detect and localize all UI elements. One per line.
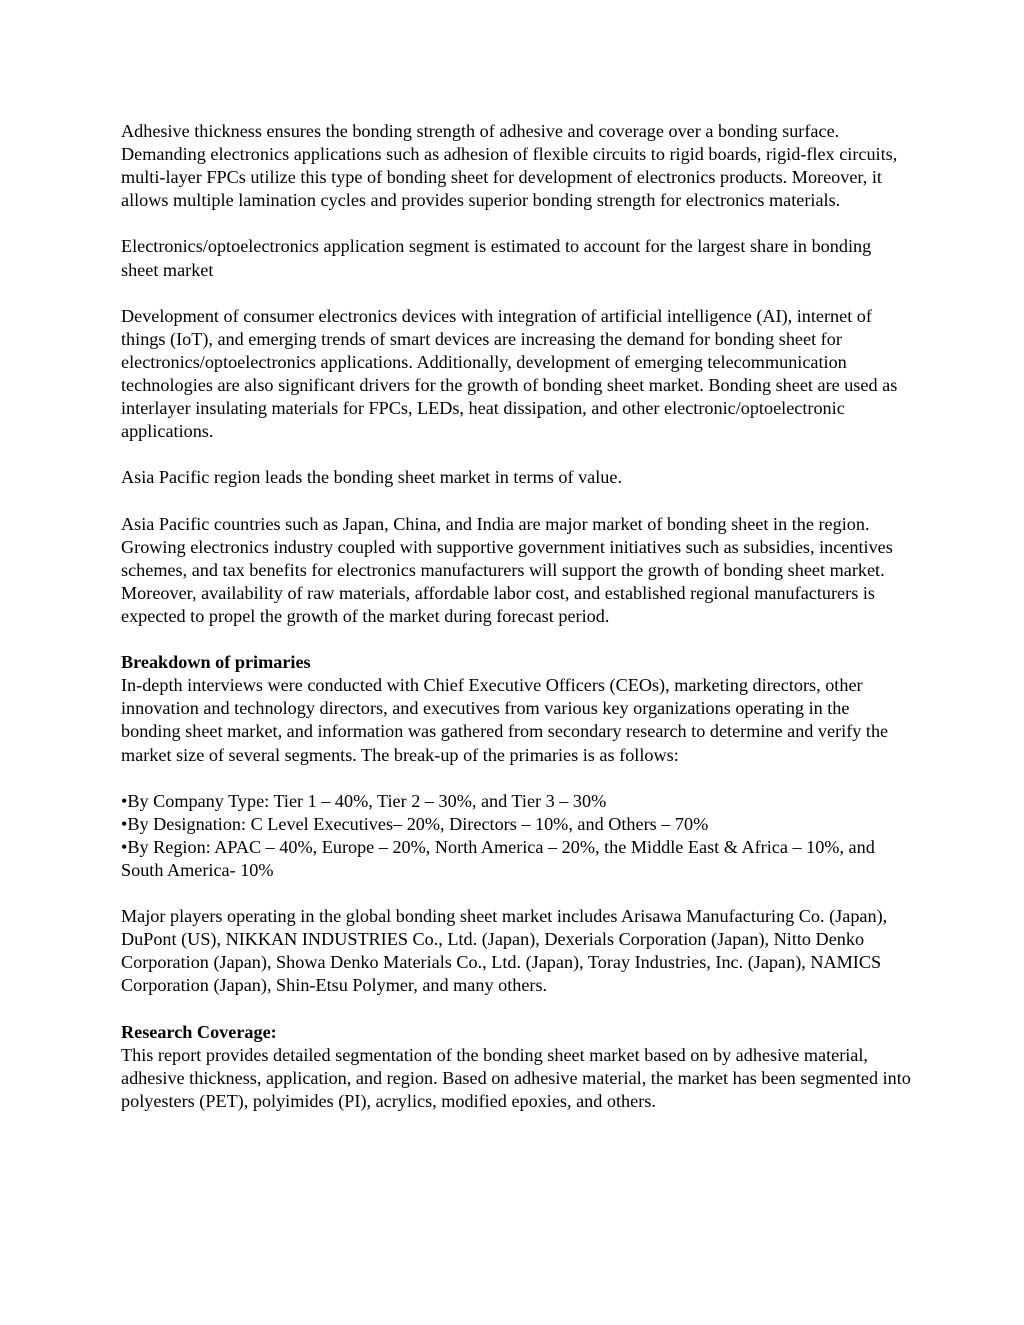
primaries-bullet-list xyxy=(121,790,911,882)
bullet-region: •By Region: APAC – 40%, Europe – 20%, North America – 20%, the Middle East & Africa – 10%, and South America- 10% xyxy=(121,836,875,880)
paragraph-research-coverage: This report provides detailed segmentation of the bonding sheet market based on by adhesive material, adhesive thickness, application, and region. Based on adhesive material, the market has been segmented into polyesters (PET), polyimides (PI), acrylics, modified epoxies, and others. xyxy=(121,1044,911,1111)
paragraph-major-players: Major players operating in the global bonding sheet market includes Arisawa Manufacturing Co. (Japan), DuPont (US), NIKKAN INDUSTRIES Co., Ltd. (Japan), Dexerials Corporation (Japan), Nitto Denko Corporation (Japan), Showa Denko Materials Co., Ltd. (Japan), Toray Industries, Inc. (Japan), NAMICS Corporation (Japan), Shin-Etsu Polymer, and many others. xyxy=(121,906,888,996)
document-page xyxy=(121,120,911,1113)
paragraph-electronics-segment: Electronics/optoelectronics application segment is estimated to account for the largest share in bonding sheet market xyxy=(121,236,872,280)
heading-breakdown-of-primaries: Breakdown of primaries xyxy=(121,652,311,673)
paragraph-asia-pacific-leads: Asia Pacific region leads the bonding sheet market in terms of value. xyxy=(121,467,623,488)
paragraph-adhesive-thickness: Adhesive thickness ensures the bonding strength of adhesive and coverage over a bonding surface. Demanding electronics applications such as adhesion of flexible circuits to rigid boards, rigid-flex circuits, multi-layer FPCs utilize this type of bonding sheet for development of electronics products. Moreover, it allows multiple lamination cycles and provides superior bonding strength for electronics materials. xyxy=(121,121,898,211)
heading-research-coverage: Research Coverage: xyxy=(121,1021,277,1042)
paragraph-asia-pacific-countries: Asia Pacific countries such as Japan, China, and India are major market of bonding sheet in the region. Growing electronics industry coupled with supportive government initiatives such as subsidies, incentives schemes, and tax benefits for electronics manufacturers will support the growth of bonding sheet market. Moreover, availability of raw materials, affordable labor cost, and established regional manufacturers is expected to propel the growth of the market during forecast period. xyxy=(121,513,893,626)
paragraph-consumer-electronics: Development of consumer electronics devices with integration of artificial intelligence (AI), internet of things (IoT), and emerging trends of smart devices are increasing the demand for bonding sheet for electronics/optoelectronics applications. Additionally, development of emerging telecommunication technologies are also significant drivers for the growth of bonding sheet market. Bonding sheet are used as interlayer insulating materials for FPCs, LEDs, heat dissipation, and other electronic/optoelectronic applications. xyxy=(121,305,898,442)
bullet-company-type: •By Company Type: Tier 1 – 40%, Tier 2 – 30%, and Tier 3 – 30% xyxy=(121,790,607,811)
paragraph-primaries-intro: In-depth interviews were conducted with Chief Executive Officers (CEOs), marketing directors, other innovation and technology directors, and executives from various key organizations operating in the bonding sheet market, and information was gathered from secondary research to determine and verify the market size of several segments. The break-up of the primaries is as follows: xyxy=(121,675,889,765)
bullet-designation: •By Designation: C Level Executives– 20%, Directors – 10%, and Others – 70% xyxy=(121,813,709,834)
